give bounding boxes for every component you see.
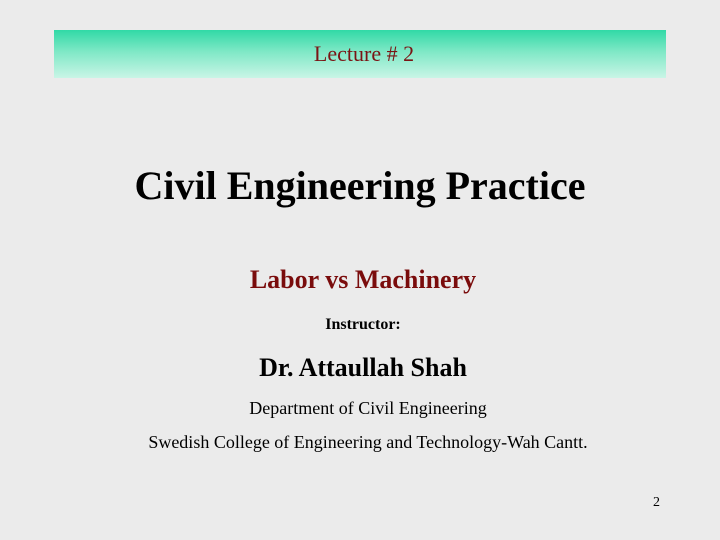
lecture-label: Lecture # 2	[313, 41, 415, 66]
instructor-name: Dr. Attaullah Shah	[259, 353, 467, 382]
slide-subtitle: Labor vs Machinery	[249, 265, 477, 294]
header-band	[54, 30, 666, 78]
department-name: Department of Civil Engineering	[249, 398, 487, 418]
college-name: Swedish College of Engineering and Technology-Wah Cantt.	[148, 432, 588, 452]
instructor-label: Instructor:	[325, 316, 401, 333]
slide-title: Civil Engineering Practice	[134, 163, 586, 208]
page-number: 2	[653, 495, 660, 510]
